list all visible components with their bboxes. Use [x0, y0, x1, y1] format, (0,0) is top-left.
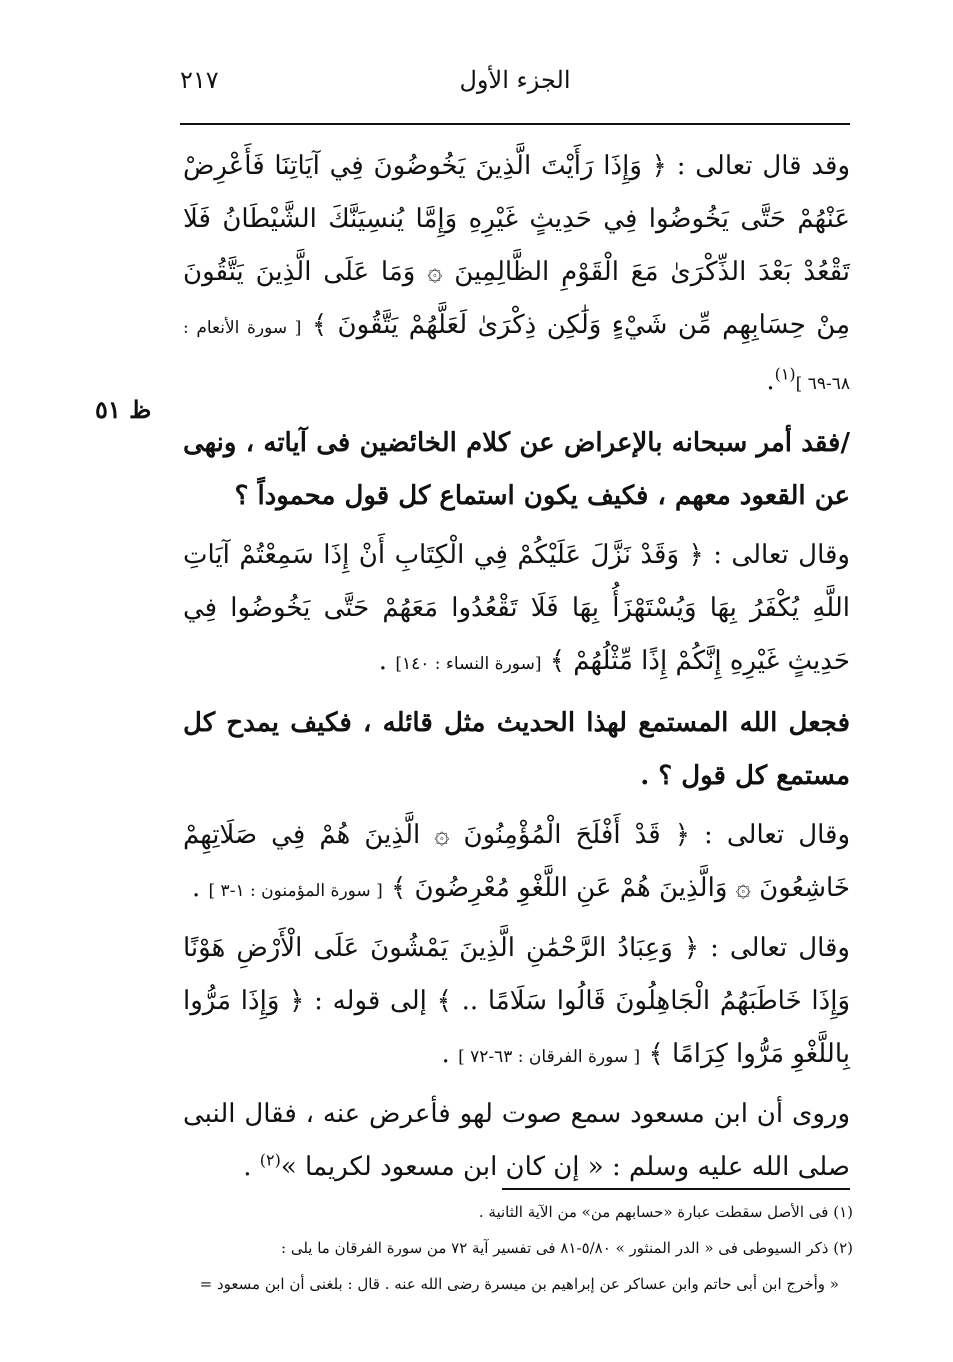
- paragraph-6-intro: وقال تعالى :: [699, 933, 850, 963]
- quran-verse-3: ﴿ قَدْ أَفْلَحَ الْمُؤْمِنُونَ ۞ الَّذِينَ هُمْ فِي صَلَاتِهِمْ خَاشِعُونَ ۞ وَالَّذِينَ هُمْ عَنِ اللَّغْوِ مُعْرِضُونَ ﴾: [183, 820, 850, 903]
- verse-reference-1: [ سورة الأنعام : ٦٨-٦٩ ]: [183, 318, 850, 394]
- paragraph-3-end: .: [378, 646, 388, 676]
- paragraph-2: /فقد أمر سبحانه بالإعراض عن كلام الخائضين فى آياته ، ونهى عن القعود معهم ، فكيف يكون استماع كل قول محموداً ؟: [183, 428, 850, 511]
- paragraph-7-end: .: [243, 1152, 252, 1182]
- paragraph-3-intro: وقال تعالى :: [703, 540, 850, 570]
- paragraph-5-end: .: [191, 873, 201, 903]
- paragraph-1-intro: وقد قال تعالى :: [666, 151, 850, 181]
- verse-reference-4: [ سورة الفرقان : ٦٣-٧٢ ]: [458, 1047, 641, 1067]
- paragraph-7: [183, 1088, 850, 1194]
- footnote-mark-1: (١): [774, 364, 796, 384]
- paragraph-5-intro: وقال تعالى :: [689, 820, 850, 850]
- paragraph-6-end: .: [441, 1039, 450, 1069]
- footnotes: [175, 1194, 853, 1302]
- footnote-mark-2: (٢): [259, 1150, 281, 1170]
- quran-verse-1: ﴿ وَإِذَا رَأَيْتَ الَّذِينَ يَخُوضُونَ فِي آيَاتِنَا فَأَعْرِضْ عَنْهُمْ حَتَّى يَخُوضُوا فِي حَدِيثٍ غَيْرِهِ وَإِمَّا يُنسِيَنَّكَ الشَّيْطَانُ فَلَا تَقْعُدْ بَعْدَ الذِّكْرَىٰ مَعَ الْقَوْمِ الظَّالِمِينَ ۞ وَمَا عَلَى الَّذِينَ يَتَّقُونَ مِنْ حِسَابِهِم مِّن شَيْءٍ وَلَٰكِن ذِكْرَىٰ لَعَلَّهُمْ يَتَّقُونَ ﴾: [183, 151, 851, 340]
- paragraph-4: فجعل الله المستمع لهذا الحديث مثل قائله ، فكيف يمدح كل مستمع كل قول ؟ .: [183, 708, 850, 791]
- page-number: ٢١٧: [180, 66, 219, 94]
- footnote-1: (١) فى الأصل سقطت عبارة «حسابهم من» من الآية الثانية .: [478, 1203, 853, 1221]
- footnote-rule: [502, 1188, 850, 1190]
- paragraph-3: [183, 529, 850, 691]
- quran-verse-2: ﴿ وَقَدْ نَزَّلَ عَلَيْكُمْ فِي الْكِتَابِ أَنْ إِذَا سَمِعْتُمْ آيَاتِ اللَّهِ يُكْفَرُ بِهَا وَيُسْتَهْزَأُ بِهَا فَلَا تَقْعُدُوا مَعَهُمْ حَتَّى يَخُوضُوا فِي حَدِيثٍ غَيْرِهِ إِنَّكُمْ إِذًا مِّثْلُهُمْ ﴾: [183, 540, 850, 676]
- verse-reference-3: [ سورة المؤمنون : ١-٣ ]: [208, 881, 383, 901]
- footnote-2-continued: « وأخرج ابن أبى حاتم وابن عساكر عن إبراهيم بن ميسرة رضى الله عنه . قال : بلغنى أن ابن مسعود =: [199, 1275, 839, 1293]
- page-header: [180, 62, 850, 106]
- paragraph-7-text: وروى أن ابن مسعود سمع صوت لهو فأعرض عنه ، فقال النبى صلى الله عليه وسلم : « إن كان ابن مسعود لكريما »: [183, 1099, 850, 1182]
- verse-reference-2: [سورة النساء : ١٤٠]: [395, 654, 542, 674]
- body-text: [183, 140, 850, 1200]
- quran-verse-4: ﴿ وَعِبَادُ الرَّحْمَٰنِ الَّذِينَ يَمْشُونَ عَلَى الْأَرْضِ هَوْنًا وَإِذَا خَاطَبَهُمُ الْجَاهِلُونَ قَالُوا سَلَامًا .. ﴾ إلى قوله : ﴿ وَإِذَا مَرُّوا بِاللَّغْوِ مَرُّوا كِرَامًا ﴾: [183, 933, 850, 1069]
- margin-note: ظ ٥١: [95, 395, 152, 424]
- paragraph-1: [183, 140, 850, 411]
- paragraph-5: [183, 809, 850, 918]
- paragraph-6: [183, 922, 850, 1084]
- header-rule: [180, 123, 850, 125]
- running-title: الجزء الأول: [459, 66, 571, 94]
- paragraph-1-end: .: [766, 366, 775, 396]
- footnote-2: (٢) ذكر السيوطى فى « الدر المنثور » ٥/٨٠-٨١ فى تفسير آية ٧٢ من سورة الفرقان ما يلى :: [281, 1239, 853, 1257]
